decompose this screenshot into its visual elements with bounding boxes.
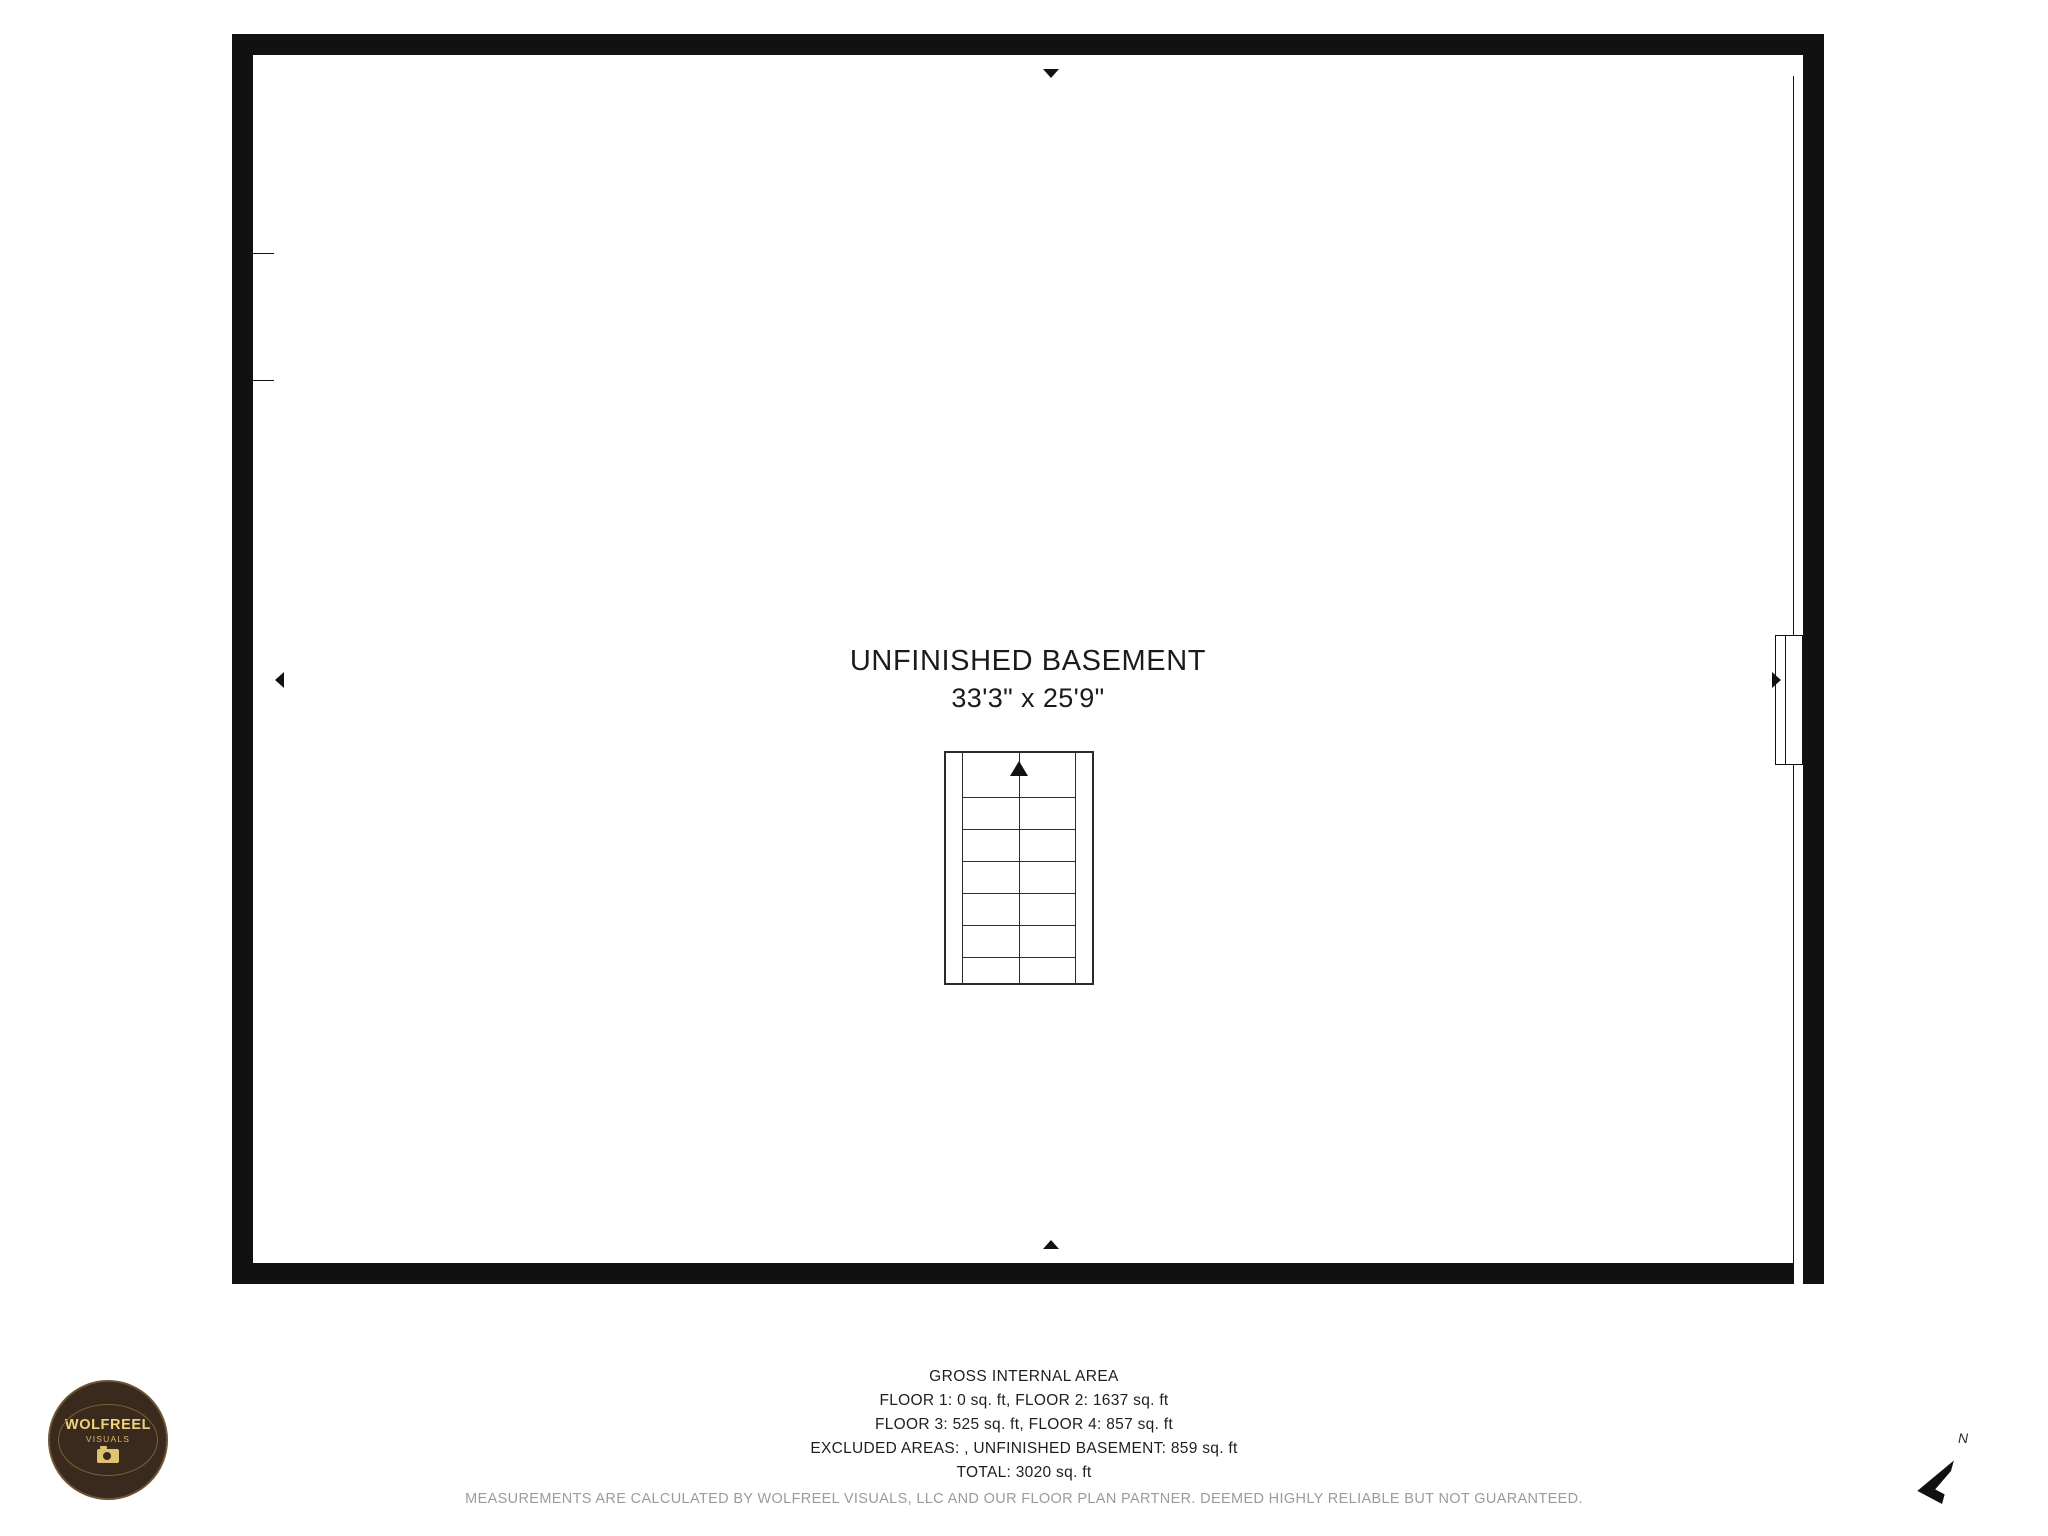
stair-tread [962, 829, 1076, 830]
floor-plan [232, 34, 1824, 1284]
compass [1918, 1430, 1988, 1510]
area-summary-line: FLOOR 1: 0 sq. ft, FLOOR 2: 1637 sq. ft [879, 1392, 1169, 1409]
area-summary-line: FLOOR 3: 525 sq. ft, FLOOR 4: 857 sq. ft [874, 1416, 1173, 1433]
wolfreel-visuals-logo [48, 1380, 168, 1500]
room-name: UNFINISHED BASEMENT [849, 645, 1207, 677]
wall-marker-top-icon [1043, 69, 1059, 78]
measurement-disclaimer: MEASUREMENTS ARE CALCULATED BY WOLFREEL VISUALS, LLC AND OUR FLOOR PLAN PARTNER. DEEMED HIGHLY RELIABLE BUT NOT GUARANTEED. [465, 1491, 1583, 1507]
room-dimensions: 33'3" x 25'9" [951, 683, 1105, 713]
camera-icon [97, 1449, 119, 1463]
window-left-wall [253, 253, 274, 381]
stair-tread [962, 861, 1076, 862]
stair-center-line [1019, 753, 1020, 983]
area-summary-title: GROSS INTERNAL AREA [929, 1368, 1119, 1385]
compass-north-label: N [1958, 1430, 1969, 1446]
stair-rail-right [1075, 753, 1076, 983]
stair-tread [962, 797, 1076, 798]
logo-brand-text: WOLFREEL [64, 1417, 152, 1433]
area-summary [0, 1365, 2048, 1510]
logo-ring-icon [58, 1404, 158, 1476]
stair-up-arrow-icon [1010, 761, 1028, 776]
wall-marker-bottom-icon [1043, 1240, 1059, 1249]
stair-tread [962, 925, 1076, 926]
room-label [232, 642, 1824, 716]
staircase [944, 751, 1094, 985]
area-summary-line: EXCLUDED AREAS: , UNFINISHED BASEMENT: 859 sq. ft [810, 1440, 1238, 1457]
stair-rail-left [962, 753, 963, 983]
area-summary-line: TOTAL: 3020 sq. ft [956, 1464, 1092, 1481]
logo-sub-text: VISUALS [85, 1434, 131, 1444]
stair-tread [962, 893, 1076, 894]
stair-tread [962, 957, 1076, 958]
